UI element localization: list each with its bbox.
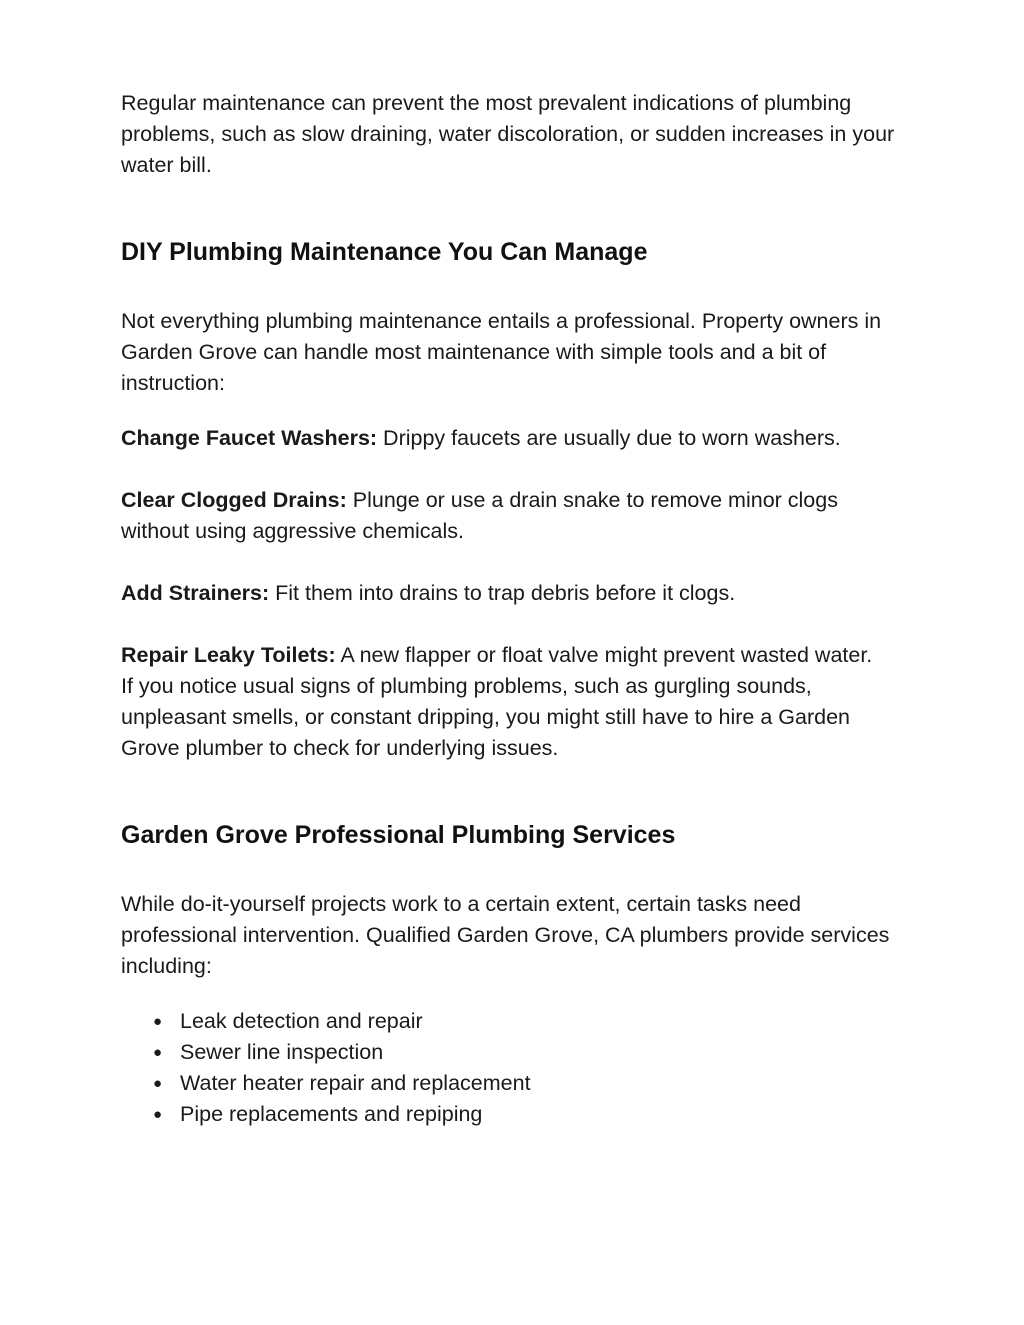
pro-intro-paragraph: While do-it-yourself projects work to a certain extent, certain tasks need professional intervention. Qualified Garden Grove, CA plumbers provide services including: — [121, 892, 890, 978]
list-item — [121, 1068, 911, 1099]
tip-title: Add Strainers: — [121, 581, 270, 605]
tip-faucet-washers — [121, 423, 911, 454]
tip-text: A new flapper or float valve might prevent wasted water. — [335, 643, 873, 667]
tip-strainers — [121, 578, 911, 609]
tip-text: Drippy faucets are usually due to worn washers. — [377, 426, 841, 450]
list-item — [121, 1099, 911, 1130]
tip-text: Plunge or use a drain snake to remove minor clogs without using aggressive chemicals. — [121, 488, 838, 543]
bullet-icon: ● — [153, 1075, 163, 1092]
bullet-icon: ● — [153, 1044, 163, 1061]
tip-title: Change Faucet Washers: — [121, 426, 378, 450]
notice-paragraph: If you notice usual signs of plumbing problems, such as gurgling sounds, unpleasant smells, or constant dripping, you might still have to hire a Garden Grove plumber to check for underlying issues. — [121, 674, 851, 760]
pro-heading: Garden Grove Professional Plumbing Services — [121, 821, 676, 849]
list-item-text: Pipe replacements and repiping — [180, 1102, 483, 1126]
intro-paragraph: Regular maintenance can prevent the most prevalent indications of plumbing problems, such as slow draining, water discoloration, or sudden increases in your water bill. — [121, 91, 895, 177]
list-item — [121, 1037, 911, 1068]
list-item-text: Water heater repair and replacement — [180, 1071, 531, 1095]
bullet-icon: ● — [153, 1106, 163, 1123]
diy-heading: DIY Plumbing Maintenance You Can Manage — [121, 238, 648, 266]
tip-leaky-toilets — [121, 640, 911, 671]
tip-clogged-drains — [121, 485, 911, 547]
list-item-text: Sewer line inspection — [180, 1040, 384, 1064]
tip-title: Repair Leaky Toilets: — [121, 643, 336, 667]
diy-intro-paragraph: Not everything plumbing maintenance entails a professional. Property owners in Garden Grove can handle most maintenance with simple tools and a bit of instruction: — [121, 309, 882, 395]
document-page — [121, 88, 911, 1130]
tip-title: Clear Clogged Drains: — [121, 488, 347, 512]
tip-text: Fit them into drains to trap debris before it clogs. — [269, 581, 736, 605]
list-item — [121, 1006, 911, 1037]
bullet-icon: ● — [153, 1013, 163, 1030]
list-item-text: Leak detection and repair — [180, 1009, 423, 1033]
services-list — [121, 1006, 911, 1130]
